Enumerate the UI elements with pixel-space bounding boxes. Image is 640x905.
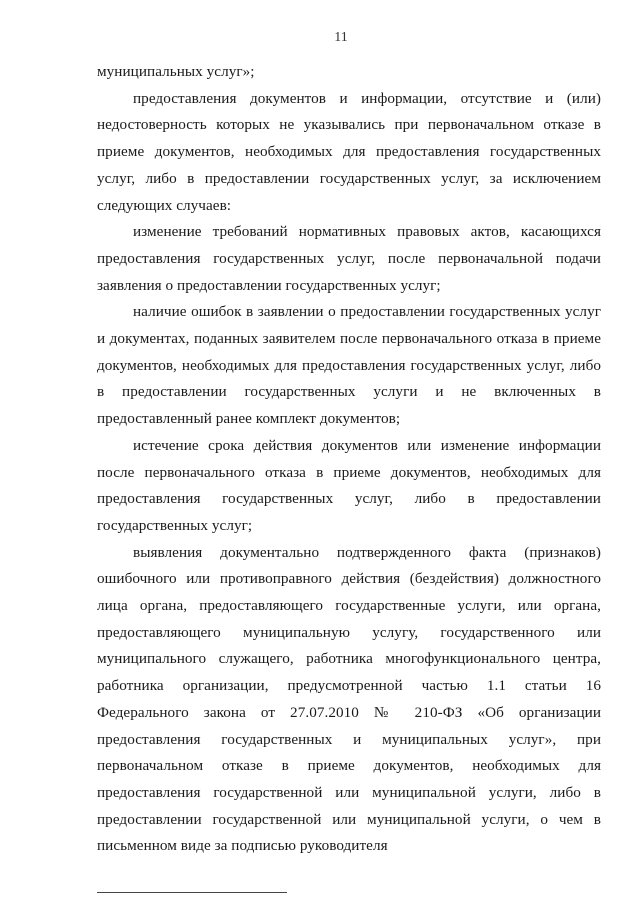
page-number: 11 bbox=[334, 30, 348, 45]
document-body bbox=[97, 59, 601, 860]
paragraph-continuation: муниципальных услуг»; bbox=[97, 63, 255, 80]
paragraph-expiration: истечение срока действия документов или изменение информации после первоначального отказа в приеме документов, необходимых для предоставления государственных услуг, либо в предоставлении государственных услуг; bbox=[97, 436, 601, 534]
paragraph-requirements-change: изменение требований нормативных правовых актов, касающихся предоставления государственных услуг, после первоначальной подачи заявления о предоставлении государственных услуг; bbox=[97, 223, 601, 294]
paragraph-identified-fact: выявления документально подтвержденного факта (признаков) ошибочного или противоправного действия (бездействия) должностного лица органа, предоставляющего государственные услуги, или органа, предоставляющего муниципальную услугу, государственного или муниципального служащего, работника многофункционального центра, работника организации, предусмотренной частью 1.1 статьи 16 Федерального закона от 27.07.2010 № 210-ФЗ «Об организации предоставления государственных и муниципальных услуг», при первоначальном отказе в приеме документов, необходимых для предоставления государственной или муниципальной услуги, либо в предоставлении государственной или муниципальной услуги, о чем в письменном виде за подписью руководителя bbox=[97, 543, 601, 855]
footnote-divider bbox=[97, 892, 287, 893]
paragraph-documents-information: предоставления документов и информации, отсутствие и (или) недостоверность которых не указывались при первоначальном отказе в приеме документов, необходимых для предоставления государственных услуг, либо в предоставлении государственных услуг, за исключением следующих случаев: bbox=[97, 89, 601, 214]
paragraph-errors-in-application: наличие ошибок в заявлении о предоставлении государственных услуг и документах, поданных заявителем после первоначального отказа в приеме документов, необходимых для предоставления государственных услуг, либо в предоставлении государственных услуги и не включенных в предоставленный ранее комплект документов; bbox=[97, 303, 601, 428]
